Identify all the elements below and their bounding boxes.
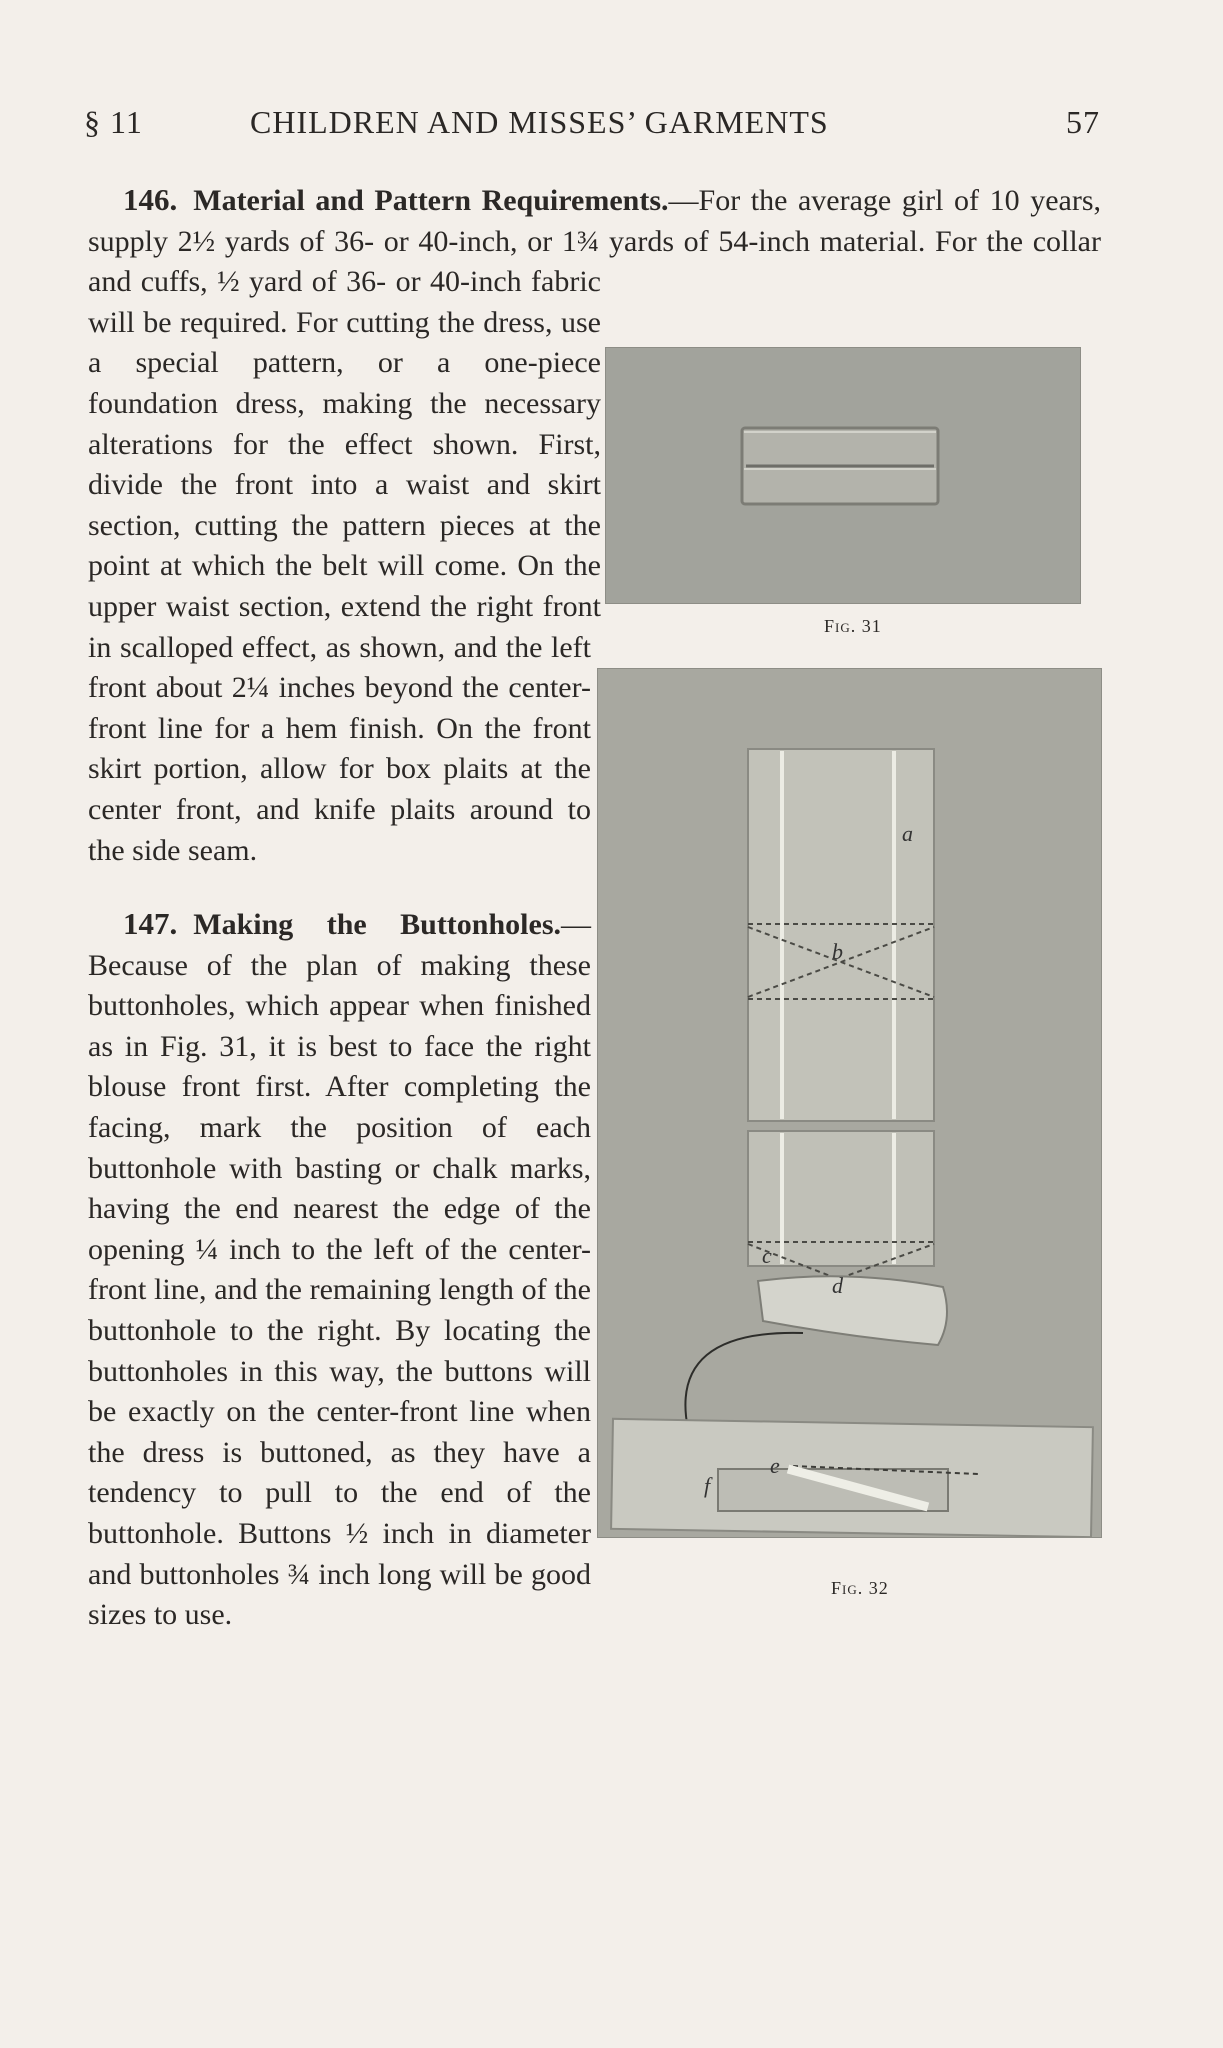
section-number: § 11 [84, 104, 143, 140]
figure-32-label-a: a [902, 821, 913, 846]
paragraph-146-number: 146. [123, 182, 178, 217]
figure-32-label-c: c [762, 1243, 772, 1268]
figure-32-caption: Fig. 32 [831, 1578, 889, 1598]
paragraph-147-text: —Because of the plan of making these buttonholes, which appear when finished as in Fig. 31, it is best to face the right blouse front first. After completing the facing, mark the position of each buttonhole with basting or chalk marks, having the end nearest the edge of the opening ¼ inch to the left of the center-front line, and the remaining length of the buttonhole to the right. By locating the buttonholes in this way, the buttons will be exactly on the center-front line when the dress is buttoned, as they have a tendency to pull to the end of the buttonhole. Buttons ½ inch in diameter and buttonholes ¾ inch long will be good sizes to use. [88, 908, 591, 1632]
paragraph-147-heading: Making the Buttonholes. [193, 908, 561, 942]
figure-32-label-b: b [832, 939, 843, 964]
page-number: 57 [1066, 104, 1100, 140]
paragraph-146-heading: Material and Pattern Requirements. [193, 184, 669, 217]
paragraph-146-text: —For the average girl of 10 years, supply 2½ yards of 36- or 40-inch, or 1¾ yards of 54-inch material. For the collar and cuffs, ½ yard of 36- or 40-inch fabric will be required. For cutting the dress, use a special pattern, or a one-piece foundation dress, making the necessary alterations for the effect shown. First, divide the front into a waist and skirt section, cutting the pattern pieces at the point at which the belt will come. On the upper waist section, extend the right front in scalloped effect, as shown, and the left front about 2¼ inches beyond the center-front line for a hem finish. On the front skirt portion, allow for box plaits at the center front, and knife plaits around to the side seam. [88, 184, 1101, 867]
body-text [88, 180, 1101, 1647]
paragraph-147-number: 147. [123, 906, 178, 942]
figure-31-space [601, 302, 1101, 647]
running-title: CHILDREN AND MISSES’ GARMENTS [250, 104, 829, 140]
figure-32-label-e: e [770, 1453, 780, 1478]
figure-31-caption: Fig. 31 [824, 616, 882, 636]
figure-32-label-f: f [704, 1473, 711, 1498]
figure-32-space [591, 647, 1101, 1647]
figure-32-label-d: d [832, 1273, 843, 1298]
